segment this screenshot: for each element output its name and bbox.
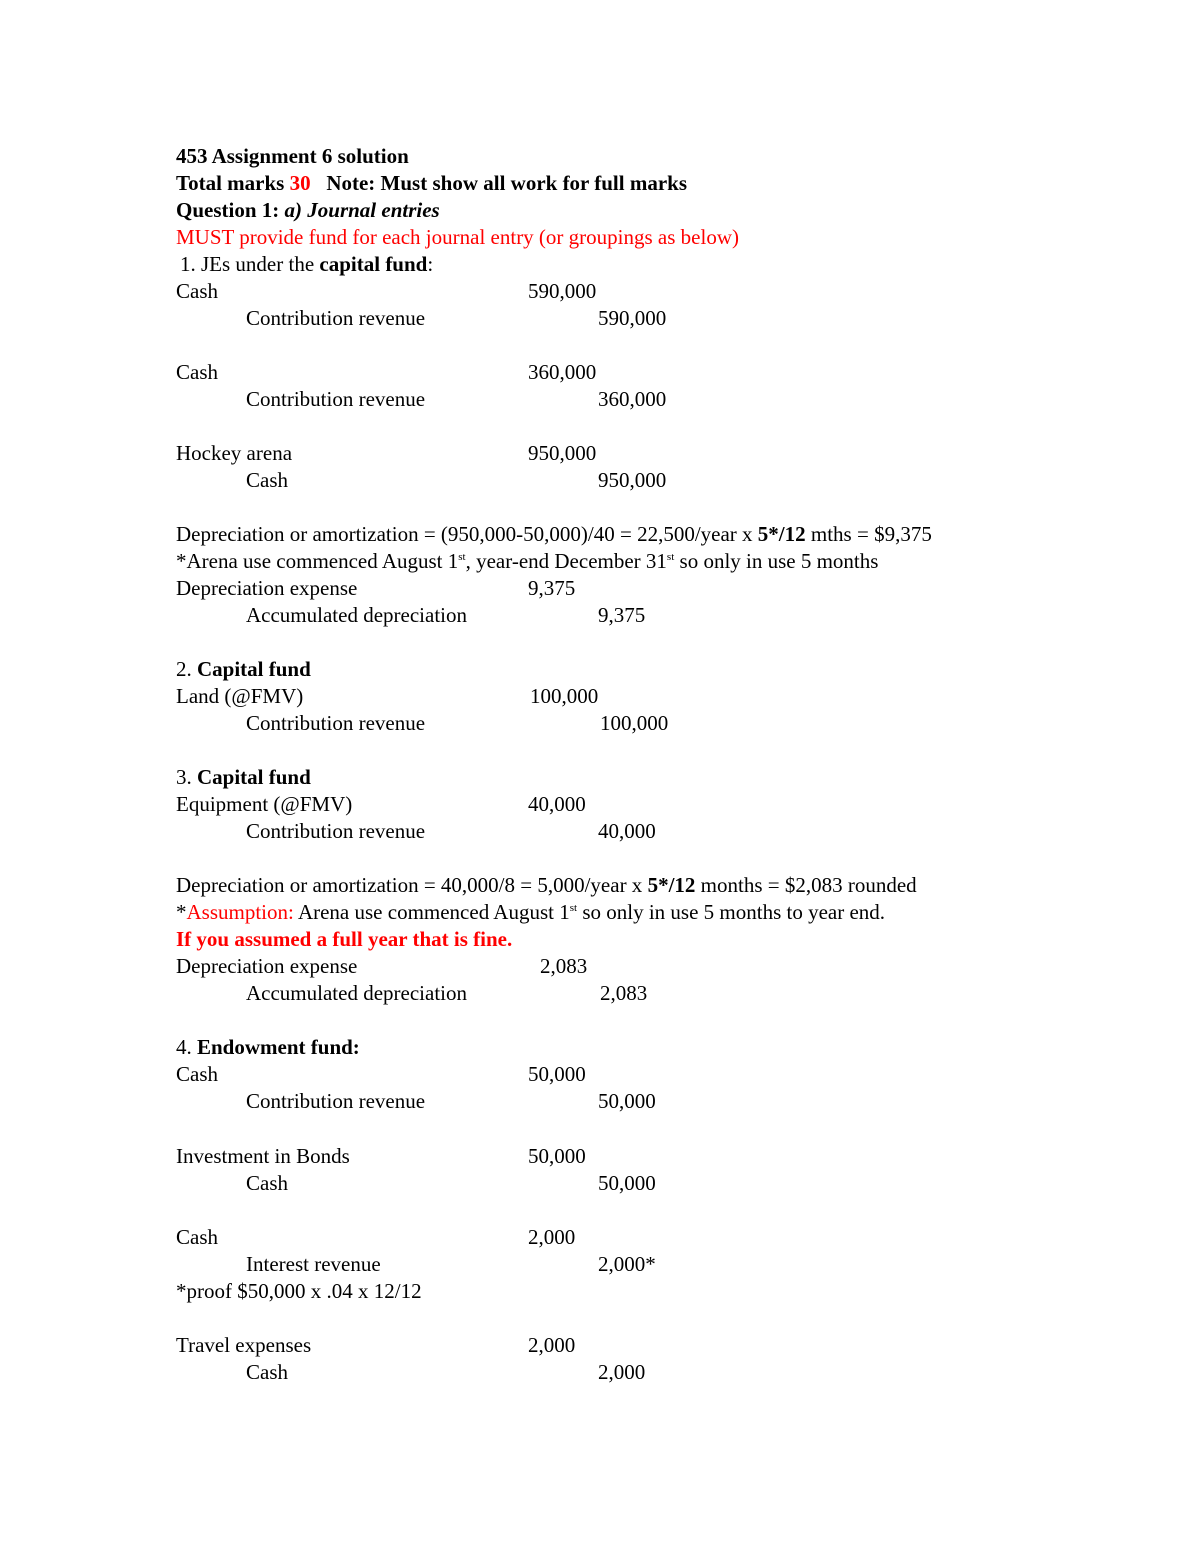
journal-debit-line <box>0 359 1200 386</box>
note-text: so only in use 5 months to year end. <box>577 900 886 924</box>
section1-prefix: 1. JEs under the <box>180 252 320 276</box>
debit-amount: 360,000 <box>528 360 597 384</box>
section-label: Capital fund <box>197 657 311 681</box>
debit-amount: 590,000 <box>528 279 597 303</box>
debit-account: Hockey arena <box>176 441 293 465</box>
journal-credit-line <box>0 1359 1200 1386</box>
journal-credit-line <box>0 305 1200 332</box>
debit-account: Land (@FMV) <box>176 684 304 708</box>
section-number: 2. <box>176 657 197 681</box>
debit-account: Cash <box>176 360 218 384</box>
journal-credit-line <box>0 467 1200 494</box>
debit-account: Investment in Bonds <box>176 1144 350 1168</box>
section4-heading <box>176 1034 360 1061</box>
section-label: Capital fund <box>197 765 311 789</box>
note-superscript: st <box>569 902 578 914</box>
debit-account: Travel expenses <box>176 1333 312 1357</box>
credit-account: Cash <box>246 468 288 492</box>
credit-account: Accumulated depreciation <box>246 981 467 1005</box>
note-text: , year-end December 31 <box>465 549 667 573</box>
instruction-text: MUST provide fund for each journal entry (or groupings as below) <box>176 225 739 249</box>
section1-bold: capital fund <box>319 252 428 276</box>
journal-debit-line <box>0 683 1200 710</box>
credit-amount: 50,000 <box>598 1171 656 1195</box>
debit-account: Cash <box>176 1225 218 1249</box>
debit-amount: 2,000 <box>528 1225 576 1249</box>
calc-bold: 5*/12 <box>647 873 696 897</box>
journal-debit-line <box>0 575 1200 602</box>
debit-amount: 40,000 <box>528 792 586 816</box>
journal-debit-line <box>0 1332 1200 1359</box>
journal-credit-line <box>0 386 1200 413</box>
document-title: 453 Assignment 6 solution <box>176 144 409 168</box>
credit-amount: 2,000 <box>598 1360 646 1384</box>
marks-line <box>176 170 687 197</box>
credit-amount: 360,000 <box>598 387 667 411</box>
credit-account: Contribution revenue <box>246 711 426 735</box>
journal-debit-line <box>0 440 1200 467</box>
section-number: 4. <box>176 1035 197 1059</box>
journal-debit-line <box>0 1061 1200 1088</box>
section1-suffix: : <box>427 252 434 276</box>
credit-amount: 590,000 <box>598 306 667 330</box>
arena-note <box>176 548 878 575</box>
calc-text: mths = $9,375 <box>805 522 932 546</box>
journal-debit-line <box>0 1143 1200 1170</box>
note-text: *Arena use commenced August 1 <box>176 549 459 573</box>
section1-heading <box>180 251 433 278</box>
journal-debit-line <box>0 1224 1200 1251</box>
journal-debit-line <box>0 791 1200 818</box>
journal-credit-line <box>0 1251 1200 1278</box>
debit-amount: 2,083 <box>540 954 588 978</box>
credit-amount: 50,000 <box>598 1089 656 1113</box>
credit-account: Contribution revenue <box>246 306 426 330</box>
marks-note: Note: Must show all work for full marks <box>326 171 688 195</box>
credit-amount: 100,000 <box>600 711 669 735</box>
credit-amount: 40,000 <box>598 819 656 843</box>
debit-account: Cash <box>176 1062 218 1086</box>
calc-text: Depreciation or amortization = (950,000-50,000)/40 = 22,500/year x <box>176 522 758 546</box>
journal-credit-line <box>0 602 1200 629</box>
note-text: * <box>176 900 187 924</box>
depreciation-calc-equipment <box>176 872 917 899</box>
journal-credit-line <box>0 818 1200 845</box>
credit-amount: 2,000* <box>598 1252 656 1276</box>
debit-amount: 50,000 <box>528 1144 586 1168</box>
section-number: 3. <box>176 765 197 789</box>
question-label: Question 1: <box>176 198 280 222</box>
journal-credit-line <box>0 710 1200 737</box>
question-line <box>176 197 440 224</box>
assumption-label: Assumption: <box>186 900 294 924</box>
debit-amount: 2,000 <box>528 1333 576 1357</box>
marks-value: 30 <box>289 171 311 195</box>
debit-amount: 950,000 <box>528 441 597 465</box>
credit-amount: 950,000 <box>598 468 667 492</box>
journal-credit-line <box>0 1088 1200 1115</box>
debit-account: Depreciation expense <box>176 576 358 600</box>
question-part: a) Journal entries <box>284 198 440 222</box>
credit-account: Contribution revenue <box>246 387 426 411</box>
calc-text: Depreciation or amortization = 40,000/8 = 5,000/year x <box>176 873 648 897</box>
credit-account: Accumulated depreciation <box>246 603 467 627</box>
credit-account: Interest revenue <box>246 1252 381 1276</box>
debit-amount: 100,000 <box>530 684 599 708</box>
note-superscript: st <box>666 551 675 563</box>
credit-amount: 9,375 <box>598 603 646 627</box>
section2-heading <box>176 656 311 683</box>
note-text: Arena use commenced August 1 <box>293 900 570 924</box>
debit-account: Cash <box>176 279 218 303</box>
debit-amount: 50,000 <box>528 1062 586 1086</box>
section-label: Endowment fund: <box>197 1035 360 1059</box>
credit-amount: 2,083 <box>600 981 648 1005</box>
journal-debit-line <box>0 953 1200 980</box>
debit-account: Equipment (@FMV) <box>176 792 353 816</box>
note-superscript: st <box>458 551 466 563</box>
assumption-note <box>176 899 885 926</box>
full-year-note: If you assumed a full year that is fine. <box>176 927 513 951</box>
section3-heading <box>176 764 311 791</box>
credit-account: Contribution revenue <box>246 1089 426 1113</box>
marks-label: Total marks <box>176 171 285 195</box>
credit-account: Contribution revenue <box>246 819 426 843</box>
depreciation-calc-arena <box>176 521 932 548</box>
debit-amount: 9,375 <box>528 576 576 600</box>
credit-account: Cash <box>246 1171 288 1195</box>
calc-bold: 5*/12 <box>757 522 806 546</box>
journal-credit-line <box>0 980 1200 1007</box>
note-text: so only in use 5 months <box>674 549 879 573</box>
proof-note: *proof $50,000 x .04 x 12/12 <box>176 1279 422 1303</box>
credit-account: Cash <box>246 1360 288 1384</box>
calc-text: months = $2,083 rounded <box>695 873 917 897</box>
debit-account: Depreciation expense <box>176 954 358 978</box>
journal-credit-line <box>0 1170 1200 1197</box>
journal-debit-line <box>0 278 1200 305</box>
